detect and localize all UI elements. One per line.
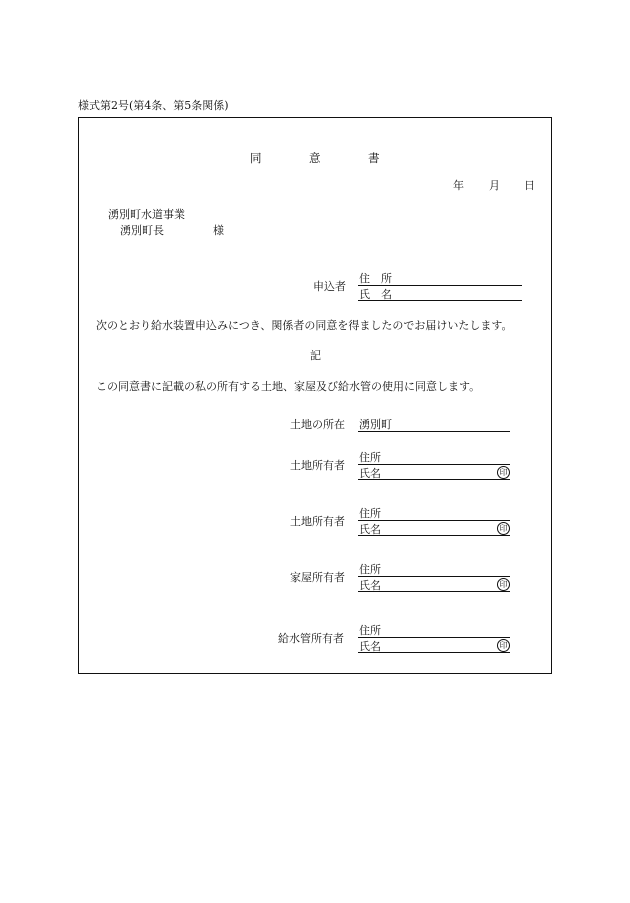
owner-name-label: 氏名 <box>359 640 381 653</box>
owner-name-label: 氏名 <box>359 523 381 536</box>
title-char-3: 書 <box>368 151 380 165</box>
date-year-label: 年 <box>453 179 464 192</box>
land-location-line[interactable] <box>358 431 510 432</box>
owner-name-line[interactable] <box>358 652 510 653</box>
owner-address-line[interactable] <box>358 637 510 638</box>
seal-mark: 印 <box>497 522 510 535</box>
owner-name-label: 氏名 <box>359 579 381 592</box>
applicant-name-line[interactable] <box>358 300 522 301</box>
owner-address-label: 住所 <box>359 624 381 637</box>
seal-mark: 印 <box>497 578 510 591</box>
addressee-organization: 湧別町水道事業 <box>108 208 185 221</box>
ki-heading: 記 <box>310 349 321 362</box>
owner-address-label: 住所 <box>359 507 381 520</box>
owner-name-line[interactable] <box>358 479 510 480</box>
owner-name-line[interactable] <box>358 591 510 592</box>
applicant-address-line[interactable] <box>358 285 522 286</box>
owner-name-line[interactable] <box>358 535 510 536</box>
applicant-label: 申込者 <box>313 280 346 293</box>
date-day-label: 日 <box>524 179 535 192</box>
seal-mark: 印 <box>497 639 510 652</box>
owner-label-land-1: 土地所有者 <box>290 459 345 472</box>
owner-address-label: 住所 <box>359 451 381 464</box>
date-month-label: 月 <box>489 179 500 192</box>
applicant-address-label: 住 所 <box>359 272 392 285</box>
owner-address-line[interactable] <box>358 576 510 577</box>
owner-address-line[interactable] <box>358 464 510 465</box>
owner-address-line[interactable] <box>358 520 510 521</box>
intro-text: 次のとおり給水装置申込みにつき、関係者の同意を得ましたのでお届けいたします。 <box>96 319 513 332</box>
land-location-label: 土地の所在 <box>290 418 345 431</box>
addressee-title: 湧別町長 <box>120 224 164 237</box>
owner-label-house: 家屋所有者 <box>290 571 345 584</box>
owner-address-label: 住所 <box>359 563 381 576</box>
owner-label-pipe: 給水管所有者 <box>278 632 344 645</box>
consent-text: この同意書に記載の私の所有する土地、家屋及び給水管の使用に同意します。 <box>96 380 481 393</box>
owner-name-label: 氏名 <box>359 467 381 480</box>
title-char-1: 同 <box>250 151 262 165</box>
land-location-value: 湧別町 <box>359 418 392 431</box>
addressee-honorific: 様 <box>213 224 224 237</box>
title-char-2: 意 <box>309 151 321 165</box>
applicant-name-label: 氏 名 <box>359 288 392 301</box>
form-number-label: 様式第2号(第4条、第5条関係) <box>78 99 229 112</box>
owner-label-land-2: 土地所有者 <box>290 515 345 528</box>
seal-mark: 印 <box>497 466 510 479</box>
